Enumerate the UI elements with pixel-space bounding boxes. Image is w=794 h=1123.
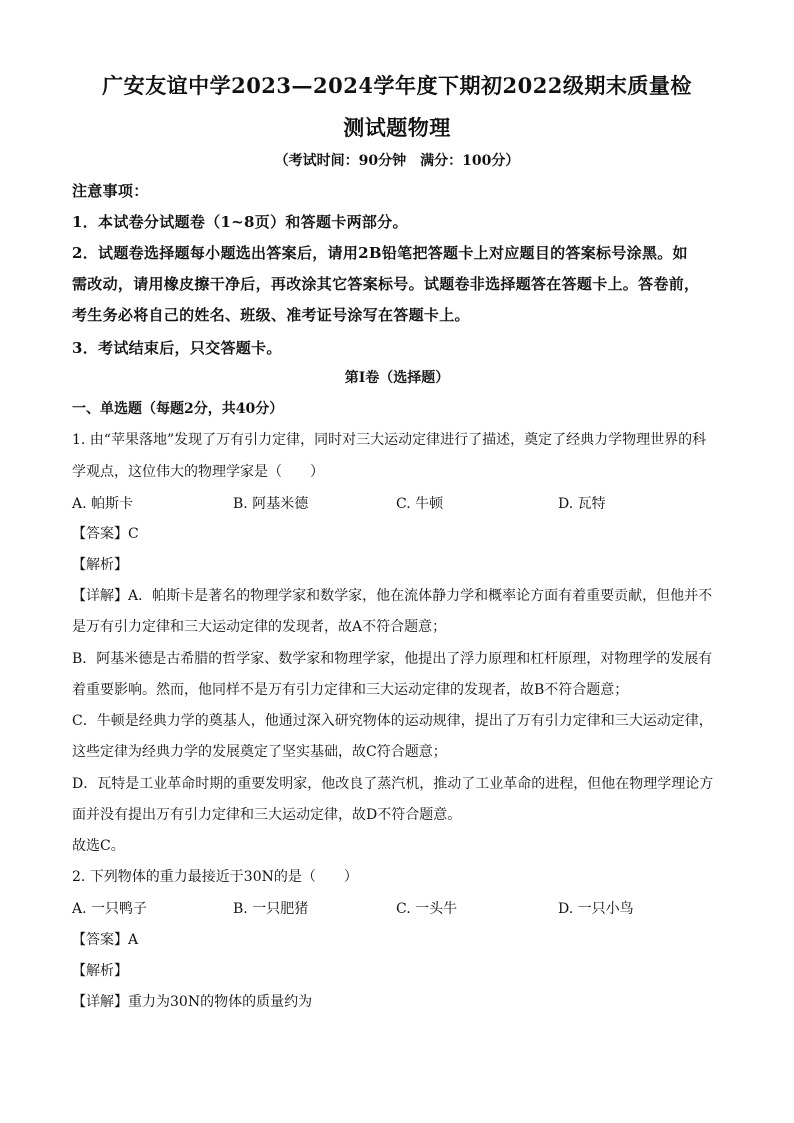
q2-option-b: B. 一只肥猪 <box>233 901 309 917</box>
q2-analysis-label: 【解析】 <box>72 963 128 979</box>
q2-option-d: D. 一只小鸟 <box>558 901 634 917</box>
q1-detail-line3: B．阿基米德是古希腊的哲学家、数学家和物理学家，他提出了浮力原理和杠杆原理，对物理学的发展有 <box>72 651 713 667</box>
q1-detail-line8: 面并没有提出万有引力定律和三大运动定律，故D不符合题意。 <box>72 807 462 823</box>
q2-option-c: C. 一头牛 <box>396 901 458 917</box>
q2-detail-line1: 【详解】重力为30N的物体的质量约为 <box>72 994 313 1010</box>
notice-item-2-line1: 2．试题卷选择题每小题选出答案后，请用2B铅笔把答题卡上对应题目的答案标号涂黑。如 <box>72 244 688 262</box>
q1-stem-line2: 学观点，这位伟大的物理学家是（ ） <box>72 464 324 480</box>
q1-detail-line5: C．牛顿是经典力学的奠基人，他通过深入研究物体的运动规律，提出了万有引力定律和三大运动定律， <box>72 713 713 729</box>
notice-item-2-line3: 考生务必将自己的姓名、班级、准考证号涂写在答题卡上。 <box>72 306 470 324</box>
exam-info: （考试时间：90分钟 满分：100分） <box>274 153 520 169</box>
q1-detail-line2: 是万有引力定律和三大运动定律的发现者，故A不符合题意； <box>72 619 447 635</box>
q1-detail-line4: 着重要影响。然而，他同样不是万有引力定律和三大运动定律的发现者，故B不符合题意； <box>72 682 629 698</box>
exam-title-line2: 测试题物理 <box>343 115 451 140</box>
notice-item-3: 3．考试结束后，只交答题卡。 <box>72 339 282 357</box>
q1-detail-line1: 【详解】A．帕斯卡是著名的物理学家和数学家，他在流体静力学和概率论方面有着重要贡献，但他并不 <box>72 588 713 604</box>
q1-detail-line6: 这些定律为经典力学的发展奠定了坚实基础，故C符合题意； <box>72 744 447 760</box>
q1-analysis-label: 【解析】 <box>72 557 128 573</box>
q1-option-c: C. 牛顿 <box>396 496 444 512</box>
q2-answer: 【答案】A <box>72 932 139 948</box>
q1-option-a: A. 帕斯卡 <box>72 496 134 512</box>
q1-conclusion: 故选C。 <box>72 838 125 854</box>
q2-option-a: A. 一只鸭子 <box>72 901 148 917</box>
q1-answer: 【答案】C <box>72 526 139 542</box>
q1-stem-line1: 1. 由“苹果落地”发现了万有引力定律，同时对三大运动定律进行了描述，奠定了经典力学物理世界的科 <box>72 432 707 448</box>
exam-title-line1: 广安友谊中学2023—2024学年度下期初2022级期末质量检 <box>102 73 692 98</box>
notice-heading: 注意事项： <box>72 182 149 200</box>
q1-option-b: B. 阿基米德 <box>233 496 309 512</box>
volume-title: 第I卷（选择题） <box>344 370 450 386</box>
part-title: 一、单选题（每题2分，共40分） <box>72 401 284 417</box>
q1-detail-line7: D．瓦特是工业革命时期的重要发明家，他改良了蒸汽机，推动了工业革命的进程，但他在物理学理论方 <box>72 776 714 792</box>
q1-option-d: D. 瓦特 <box>558 496 606 512</box>
notice-item-1: 1．本试卷分试题卷（1~8页）和答题卡两部分。 <box>72 213 408 231</box>
notice-item-2-line2: 需改动，请用橡皮擦干净后，再改涂其它答案标号。试题卷非选择题答在答题卡上。答卷前， <box>72 275 700 293</box>
q2-stem: 2. 下列物体的重力最接近于30N的是（ ） <box>72 869 358 885</box>
